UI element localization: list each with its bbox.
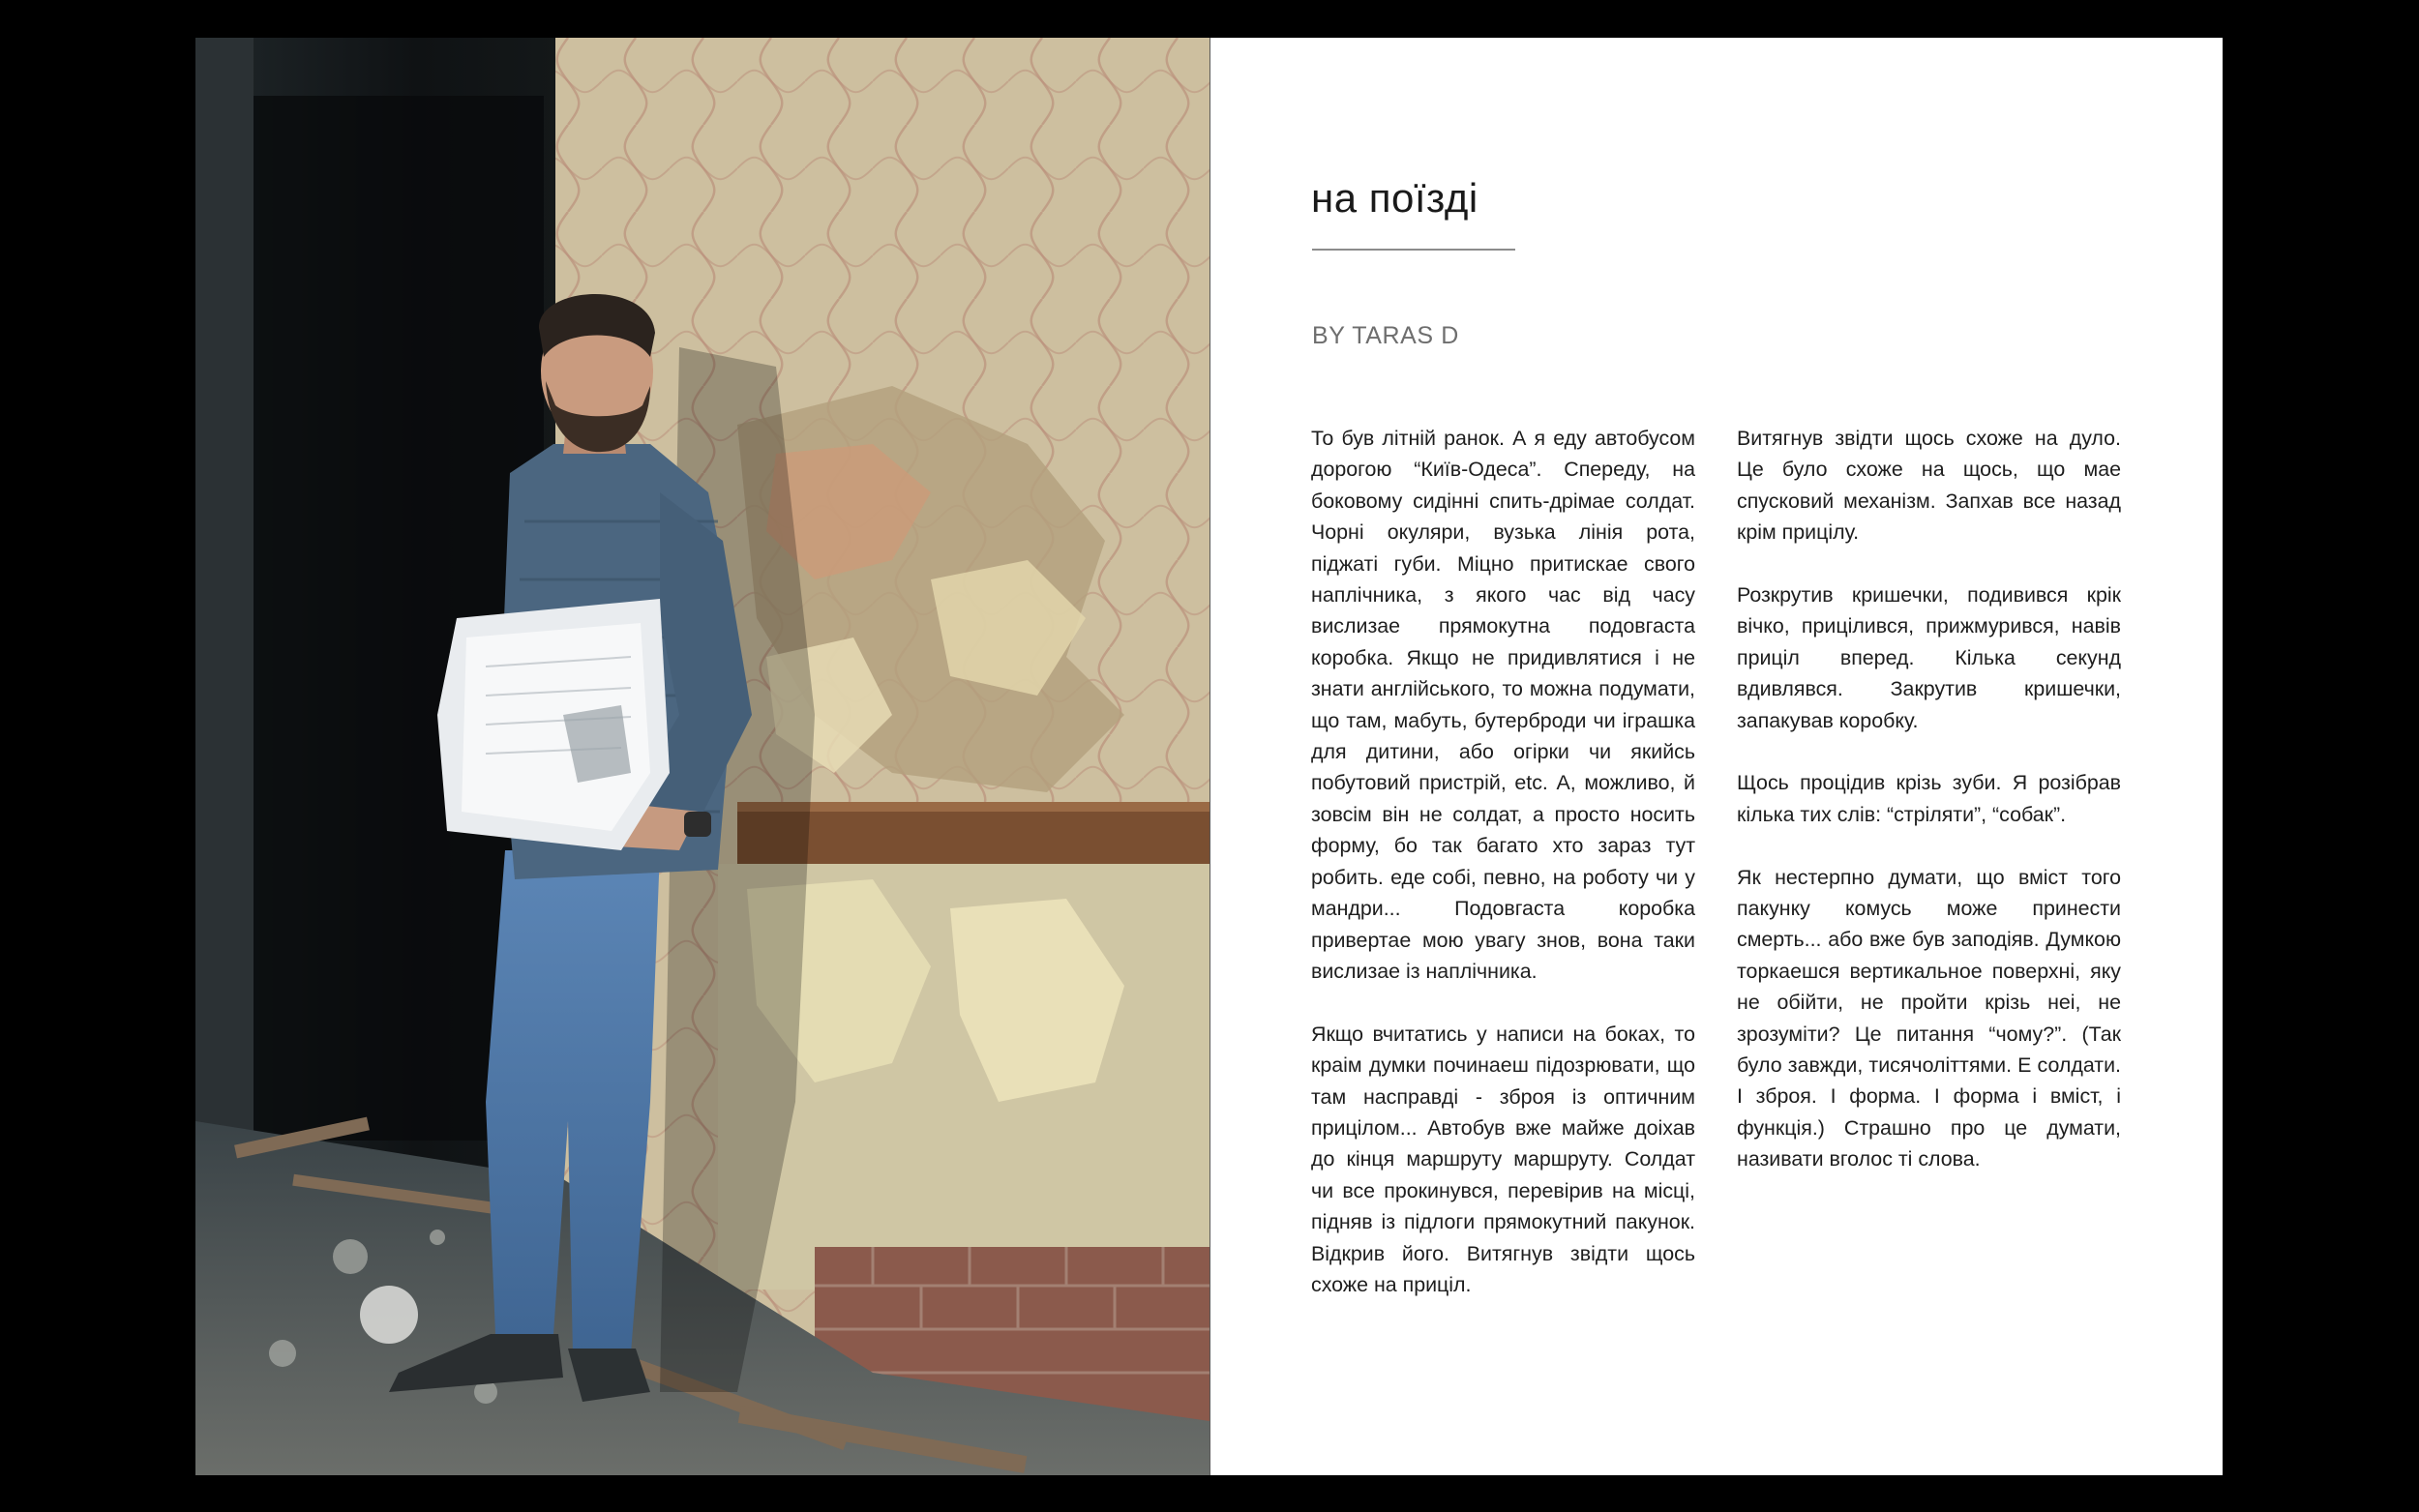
paragraph: Розкрутив кришечки, подивився крік вічко, прицілився, прижмурився, навів приціл вперед. Кілька секунд вдивлявся. Закрутив кришечки, запакував коробку.: [1737, 583, 2121, 732]
photo-man-with-papers: [195, 38, 1210, 1475]
right-page-article: [1210, 38, 2223, 1475]
paragraph: Витягнув звідти щось схоже на дуло. Це було схоже на щось, що мае спусковий механізм. Запхав все назад крім прицілу.: [1737, 427, 2121, 545]
paragraph: Щось процідив крізь зуби. Я розібрав кілька тих слів: “стріляти”, “собак”.: [1737, 771, 2121, 826]
paragraph: То був літній ранок. А я еду автобусом дорогою “Київ-Одеса”. Спереду, на боковому сидінні спить-дрімае солдат. Чорні окуляри, вузька лінія рота, піджаті губи. Міцно притискае свого наплічника, з якого час від часу вислизае прямокутна подовгаста коробка. Якщо не придивлятися і не знати англійського, то можна подумати, що там, мабуть, бутерброди чи іграшка для дитини, або огірки чи якийсь побутовий пристрій, etc. А, можливо, й зовсім він не солдат, а просто носить форму, бо так багато хто зараз тут робить. еде собі, певно, на роботу чи у мандри... Подовгаста коробка привертае мою увагу знов, вона таки вислизае із наплічника.: [1311, 427, 1695, 983]
magazine-spread: [195, 38, 2223, 1475]
text-column-2: [1737, 423, 2121, 1175]
text-column-1: [1311, 423, 1695, 1300]
paragraph: Якщо вчитатись у написи на боках, то краім думки починаеш підозрювати, що там насправді - зброя із оптичним прицілом... Автобув вже майже доіхав до кінця маршруту маршруту. Солдат чи все прокинувся, перевірив на місці, підняв із підлоги прямокутний пакунок. Відкрив його. Витягнув звідти щось схоже на приціл.: [1311, 1022, 1695, 1296]
left-page-photo: [195, 38, 1210, 1475]
article-title: на поїзді: [1311, 175, 1478, 221]
article-byline: BY TARAS D: [1312, 322, 1459, 349]
paragraph: Як нестерпно думати, що вміст того пакунку комусь може принести смерть... або вже був заподіяв. Думкою торкаешся вертикальное поверхні, яку не обійти, не пройти крізь неі, не зрозуміти? Це питання “чому?”. (Так було завжди, тисячоліттями. Е солдати. І зброя. І форма. І форма і вміст, і функція.) Страшно про це думати, називати вголос ті слова.: [1737, 865, 2121, 1171]
title-underline: [1312, 249, 1515, 251]
